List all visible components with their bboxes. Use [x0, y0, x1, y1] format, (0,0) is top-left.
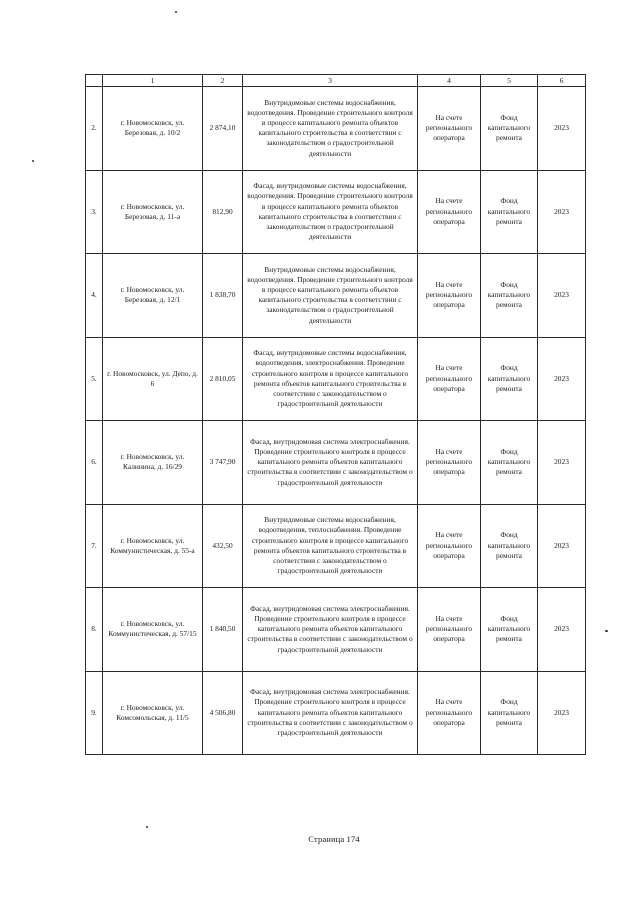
capital-repair-table [85, 74, 586, 755]
header-cell: 4 [418, 75, 481, 87]
area-cell: 812,90 [203, 170, 243, 254]
area-cell: 432,50 [203, 504, 243, 588]
header-cell: 5 [481, 75, 538, 87]
row-number-cell: 9. [86, 671, 103, 755]
header-cell: 1 [103, 75, 203, 87]
header-cell-num [86, 75, 103, 87]
year-cell: 2023 [538, 588, 586, 672]
funding-source-cell: Фонд капитального ремонта [481, 87, 538, 171]
header-cell: 3 [243, 75, 418, 87]
table-row [86, 170, 586, 254]
table-row [86, 504, 586, 588]
header-cell: 6 [538, 75, 586, 87]
table-row [86, 588, 586, 672]
fund-method-cell: На счете регионального оператора [418, 588, 481, 672]
scan-speck [146, 826, 148, 828]
area-cell: 2 874,10 [203, 87, 243, 171]
area-cell: 4 506,80 [203, 671, 243, 755]
works-description-cell: Фасад, внутридомовая система электроснабжения. Проведение строительного контроля в процессе капитального ремонта объектов капитального строительства в соответствии с законодательством о градостроительной деятельности [243, 588, 418, 672]
works-description-cell: Фасад, внутридомовые системы водоснабжения, водоотведения, электроснабжения. Проведение строительного контроля в процессе капитального ремонта объектов капитального строительства в соответствии с законодательством о градостроительной деятельности [243, 337, 418, 421]
works-description-cell: Фасад, внутридомовая система электроснабжения. Проведение строительного контроля в процессе капитального ремонта объектов капитального строительства в соответствии с законодательством о градостроительной деятельности [243, 671, 418, 755]
table-row [86, 671, 586, 755]
year-cell: 2023 [538, 504, 586, 588]
table-row [86, 421, 586, 505]
scan-speck [175, 11, 177, 13]
funding-source-cell: Фонд капитального ремонта [481, 421, 538, 505]
address-cell: г. Новомосковск, ул. Березовая, д. 10/2 [103, 87, 203, 171]
works-description-cell: Фасад, внутридомовая система электроснабжения. Проведение строительного контроля в процессе капитального ремонта объектов капитального строительства в соответствии с законодательством о градостроительной деятельности [243, 421, 418, 505]
scan-speck [32, 160, 34, 162]
works-description-cell: Фасад, внутридомовые системы водоснабжения, водоотведения. Проведение строительного контроля в процессе капитального ремонта объектов капитального строительства в соответствии с законодательством о градостроительной деятельности [243, 170, 418, 254]
year-cell: 2023 [538, 671, 586, 755]
row-number-cell: 5. [86, 337, 103, 421]
address-cell: г. Новомосковск, ул. Депо, д. 6 [103, 337, 203, 421]
funding-source-cell: Фонд капитального ремонта [481, 671, 538, 755]
year-cell: 2023 [538, 254, 586, 338]
row-number-cell: 8. [86, 588, 103, 672]
area-cell: 1 838,70 [203, 254, 243, 338]
address-cell: г. Новомосковск, ул. Комсомольская, д. 11/5 [103, 671, 203, 755]
fund-method-cell: На счете регионального оператора [418, 671, 481, 755]
fund-method-cell: На счете регионального оператора [418, 337, 481, 421]
funding-source-cell: Фонд капитального ремонта [481, 504, 538, 588]
address-cell: г. Новомосковск, ул. Березовая, д. 11-а [103, 170, 203, 254]
works-description-cell: Внутридомовые системы водоснабжения, водоотведения. Проведение строительного контроля в процессе капитального ремонта объектов капитального строительства в соответствии с законодательством о градостроительной деятельности [243, 87, 418, 171]
works-description-cell: Внутридомовые системы водоснабжения, водоотведения. Проведение строительного контроля в процессе капитального ремонта объектов капитального строительства в соответствии с законодательством о градостроительной деятельности [243, 254, 418, 338]
fund-method-cell: На счете регионального оператора [418, 170, 481, 254]
fund-method-cell: На счете регионального оператора [418, 421, 481, 505]
page-number: Страница 174 [308, 834, 360, 844]
area-cell: 1 840,50 [203, 588, 243, 672]
table-row [86, 87, 586, 171]
year-cell: 2023 [538, 87, 586, 171]
table-body [86, 87, 586, 755]
header-cell: 2 [203, 75, 243, 87]
year-cell: 2023 [538, 421, 586, 505]
funding-source-cell: Фонд капитального ремонта [481, 588, 538, 672]
address-cell: г. Новомосковск, ул. Коммунистическая, д. 55-а [103, 504, 203, 588]
address-cell: г. Новомосковск, ул. Березовая, д. 12/1 [103, 254, 203, 338]
year-cell: 2023 [538, 170, 586, 254]
header-row [86, 75, 586, 87]
funding-source-cell: Фонд капитального ремонта [481, 170, 538, 254]
address-cell: г. Новомосковск, ул. Коммунистическая, д. 57/15 [103, 588, 203, 672]
fund-method-cell: На счете регионального оператора [418, 504, 481, 588]
area-cell: 3 747,90 [203, 421, 243, 505]
row-number-cell: 4. [86, 254, 103, 338]
page-footer [0, 834, 640, 844]
row-number-cell: 3. [86, 170, 103, 254]
scan-speck [605, 630, 608, 632]
table-row [86, 254, 586, 338]
funding-source-cell: Фонд капитального ремонта [481, 337, 538, 421]
year-cell: 2023 [538, 337, 586, 421]
row-number-cell: 6. [86, 421, 103, 505]
row-number-cell: 7. [86, 504, 103, 588]
funding-source-cell: Фонд капитального ремонта [481, 254, 538, 338]
fund-method-cell: На счете регионального оператора [418, 87, 481, 171]
area-cell: 2 810,05 [203, 337, 243, 421]
address-cell: г. Новомосковск, ул. Калинина, д. 16/29 [103, 421, 203, 505]
table-row [86, 337, 586, 421]
fund-method-cell: На счете регионального оператора [418, 254, 481, 338]
row-number-cell: 2. [86, 87, 103, 171]
works-description-cell: Внутридомовые системы водоснабжения, водоотведения, теплоснабжения. Проведение строительного контроля в процессе капитального ремонта объектов капитального строительства в соответствии с законодательством о градостроительной деятельности [243, 504, 418, 588]
